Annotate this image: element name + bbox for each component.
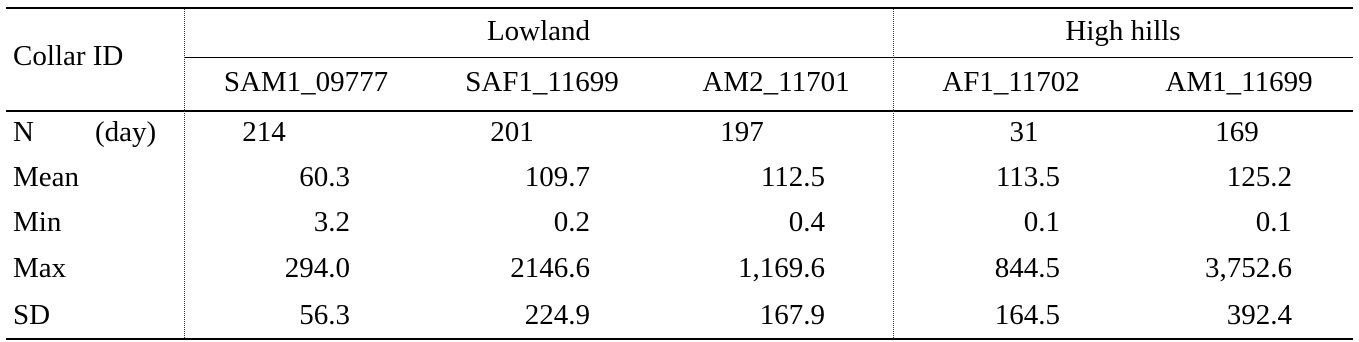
table-cell: 125.2: [1226, 161, 1292, 193]
bottom-rule: [6, 338, 1353, 340]
row-label: Max: [13, 252, 67, 284]
table-cell: 392.4: [1226, 299, 1292, 331]
table-cell: 169: [1215, 116, 1259, 148]
table-cell: 3,752.6: [1205, 252, 1292, 284]
group-underline: [184, 57, 1353, 58]
row-label: SD: [13, 299, 51, 331]
table-cell: 0.4: [788, 206, 825, 238]
table-cell: 0.1: [1255, 206, 1292, 238]
table-cell: 113.5: [995, 161, 1060, 193]
header-rule: [6, 110, 1353, 112]
table-cell: 201: [490, 116, 534, 148]
table-cell: 167.9: [759, 299, 825, 331]
table-cell: 112.5: [760, 161, 825, 193]
table-cell: 224.9: [524, 299, 590, 331]
column-header: SAF1_11699: [465, 66, 619, 98]
label-column-separator: [184, 9, 185, 338]
table-cell: 31: [1009, 116, 1039, 148]
table-cell: 294.0: [284, 252, 350, 284]
row-label: N: [13, 116, 34, 148]
table-cell: 60.3: [299, 161, 350, 193]
table-cell: 214: [242, 116, 286, 148]
table-cell: 164.5: [994, 299, 1060, 331]
group-separator: [893, 9, 894, 338]
table-cell: 3.2: [313, 206, 350, 238]
table-cell: 1,169.6: [738, 252, 825, 284]
column-header: SAM1_09777: [223, 66, 389, 98]
table-cell: 0.1: [1023, 206, 1060, 238]
table-cell: 109.7: [524, 161, 590, 193]
row-label: Min: [13, 206, 62, 238]
row-header-label: Collar ID: [13, 40, 124, 72]
column-header: AM2_11701: [702, 66, 850, 98]
column-header: AF1_11702: [942, 66, 1080, 98]
top-rule: [6, 7, 1353, 9]
table-cell: 197: [720, 116, 764, 148]
table-cell: 2146.6: [510, 252, 590, 284]
row-label-unit: (day): [95, 116, 157, 148]
row-label: Mean: [13, 161, 80, 193]
column-header: AM1_11699: [1165, 66, 1313, 98]
group-header-high-hills: High hills: [1065, 15, 1181, 47]
group-header-lowland: Lowland: [486, 15, 591, 47]
table-cell: 56.3: [299, 299, 350, 331]
table-cell: 844.5: [994, 252, 1060, 284]
table-cell: 0.2: [553, 206, 590, 238]
